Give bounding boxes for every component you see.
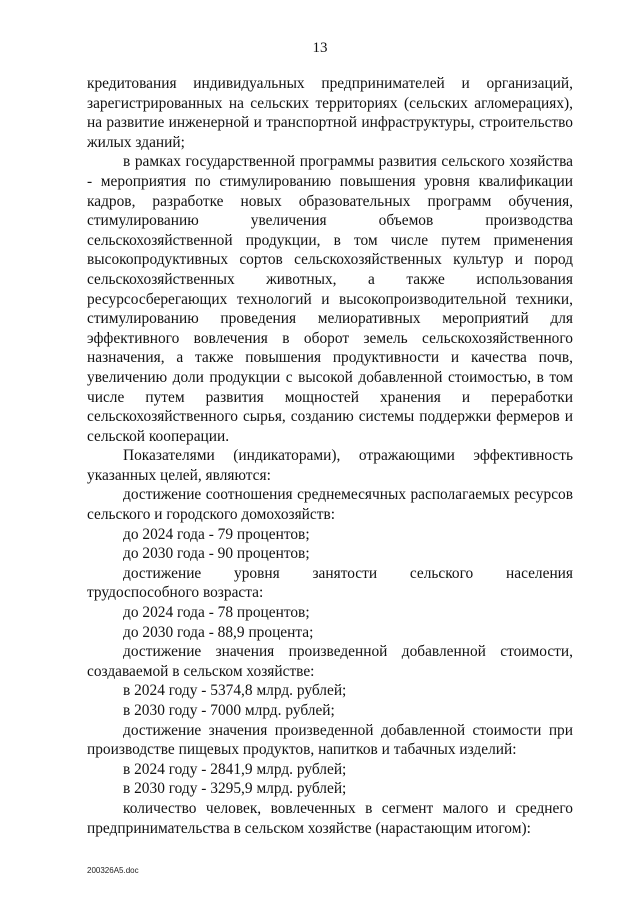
- paragraph: до 2024 года - 78 процентов;: [123, 604, 310, 622]
- paragraph: достижение значения произведенной добавленной стоимости, создаваемой в сельском хозяйстве:: [87, 643, 573, 680]
- paragraph: достижение соотношения среднемесячных располагаемых ресурсов сельского и городского домохозяйств:: [87, 486, 573, 524]
- paragraph: достижение значения произведенной добавленной стоимости при производстве пищевых продуктов, напитков и табачных изделий:: [87, 721, 573, 759]
- paragraph: в 2030 году - 3295,9 млрд. рублей;: [123, 780, 347, 798]
- paragraph: в 2024 году - 2841,9 млрд. рублей;: [123, 760, 347, 778]
- paragraph: до 2024 года - 79 процентов;: [123, 525, 310, 543]
- paragraph: кредитования индивидуальных предпринимателей и организаций, зарегистрированных на сельских территориях (сельских агломерациях), на развитие инженерной и транспортной инфраструктуры, строительство жилых зданий;: [87, 75, 573, 151]
- paragraph: количество человек, вовлеченных в сегмент малого и среднего предпринимательства в сельском хозяйстве (нарастающим итогом):: [87, 799, 573, 837]
- paragraph: в рамках государственной программы развития сельского хозяйства - мероприятия по стимулированию повышения уровня квалификации кадров, разработке новых образовательных программ обучения, стимулированию увеличения объемов производства сельскохозяйственной продукции, в том числе путем применения высокопродуктивных сортов сельскохозяйственных культур и пород сельскохозяйственных животных, а также использования ресурсосберегающих технологий и высокопроизводительной техники, стимулированию проведения мелиоративных мероприятий для эффективного вовлечения в оборот земель сельскохозяйственного назначения, а также повышения продуктивности и качества почв, увеличению доли продукции с высокой добавленной стоимостью, в том числе путем развития мощностей хранения и переработки сельскохозяйственного сырья, созданию системы поддержки фермеров и сельской кооперации.: [87, 153, 573, 445]
- paragraph: достижение уровня занятости сельского населения трудоспособного возраста:: [87, 564, 573, 602]
- document-body: [87, 74, 573, 838]
- paragraph: Показателями (индикаторами), отражающими эффективность указанных целей, являются:: [87, 447, 573, 484]
- page-number: 13: [312, 40, 328, 56]
- paragraph: в 2024 году - 5374,8 млрд. рублей;: [123, 682, 347, 700]
- paragraph: в 2030 году - 7000 млрд. рублей;: [123, 702, 335, 719]
- paragraph: до 2030 года - 90 процентов;: [123, 545, 310, 563]
- document-footer-id: 200326A5.doc: [87, 866, 139, 875]
- paragraph: до 2030 года - 88,9 процента;: [123, 623, 314, 641]
